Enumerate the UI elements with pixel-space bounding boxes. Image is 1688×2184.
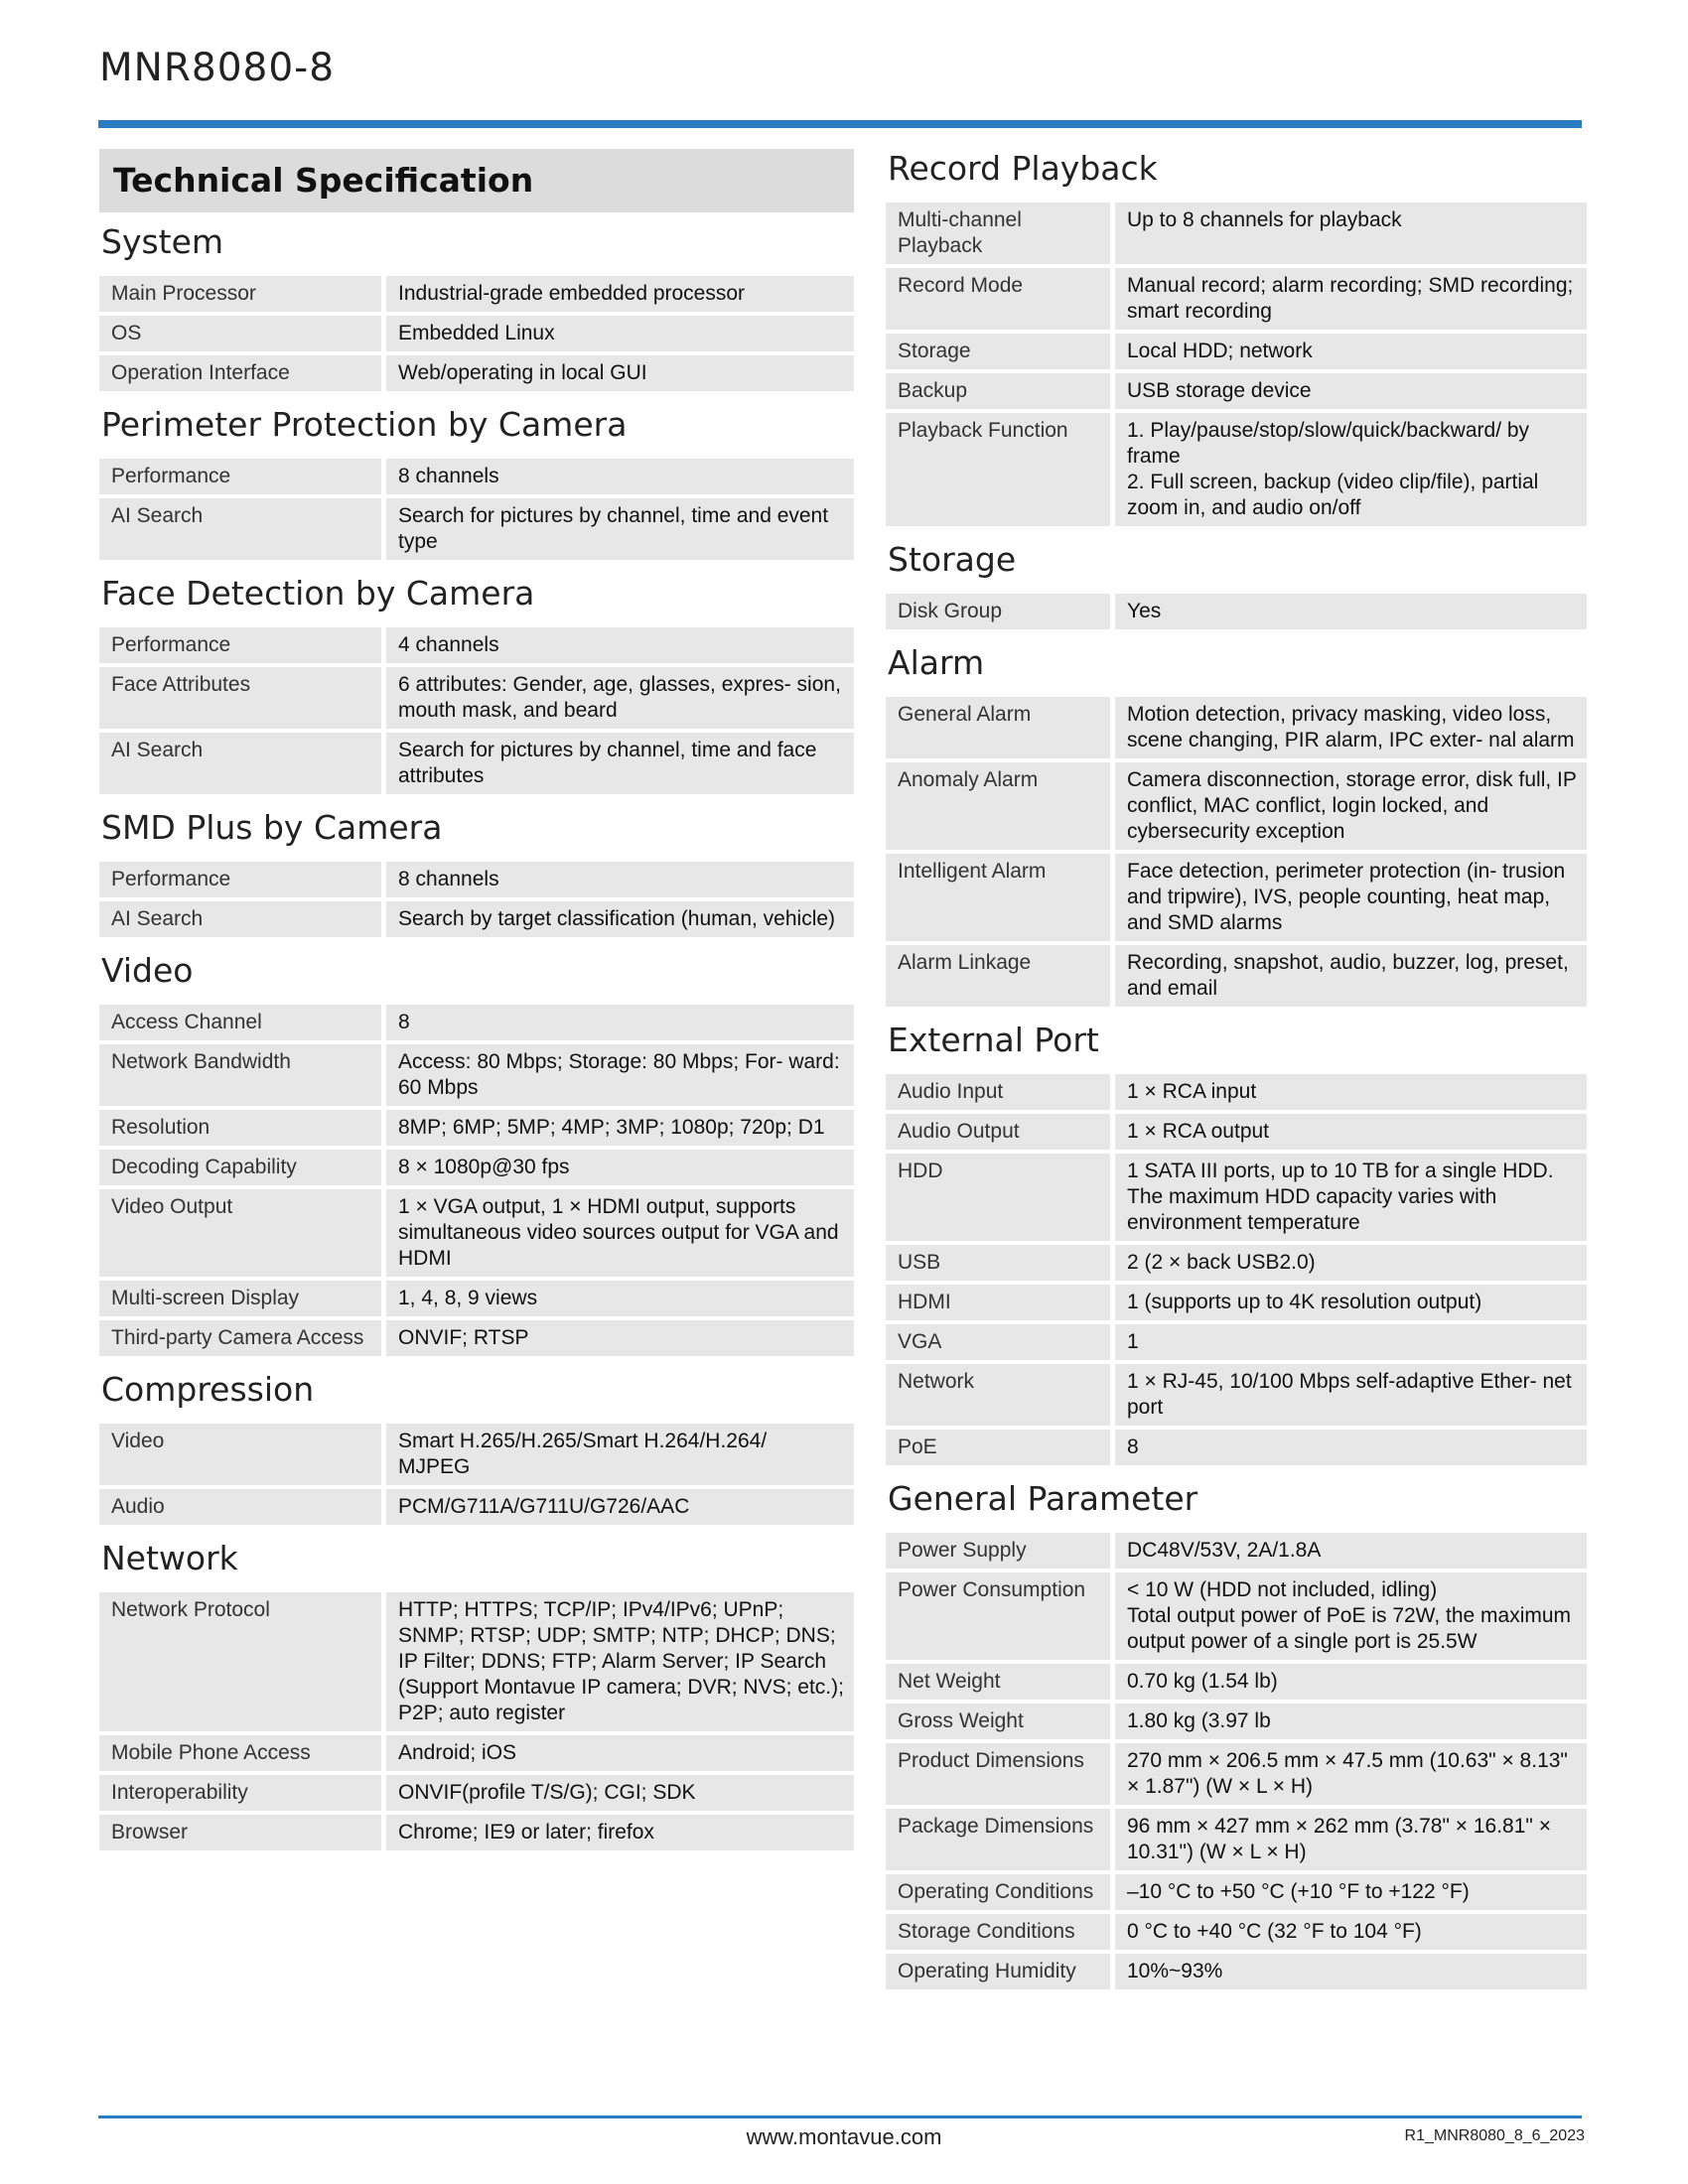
spec-table-video	[99, 1001, 854, 1360]
spec-table-external-port	[886, 1070, 1587, 1469]
spec-table-compression	[99, 1420, 854, 1529]
spec-value: 96 mm × 427 mm × 262 mm (3.78" × 16.81" × 10.31") (W × L × H)	[1115, 1809, 1587, 1870]
spec-row	[886, 1874, 1587, 1910]
spec-value: Local HDD; network	[1115, 334, 1587, 369]
spec-value: Face detection, perimeter protection (in- trusion and tripwire), IVS, people counting, heat map, and SMD alarms	[1115, 854, 1587, 941]
spec-value: 0.70 kg (1.54 lb)	[1115, 1664, 1587, 1700]
spec-label: AI Search	[99, 498, 386, 560]
spec-value: 4 channels	[386, 627, 854, 663]
spec-value: 6 attributes: Gender, age, glasses, expres- sion, mouth mask, and beard	[386, 667, 854, 729]
right-sections	[886, 149, 1587, 1993]
spec-row	[886, 1954, 1587, 1989]
spec-value: 270 mm × 206.5 mm × 47.5 mm (10.63" × 8.13" × 1.87") (W × L × H)	[1115, 1743, 1587, 1805]
spec-table-perimeter-protection-by-camera	[99, 455, 854, 564]
spec-value: 8 × 1080p@30 fps	[386, 1150, 854, 1185]
spec-label: Product Dimensions	[886, 1743, 1115, 1805]
spec-row	[99, 1775, 854, 1811]
spec-value: PCM/G711A/G711U/G726/AAC	[386, 1489, 854, 1525]
spec-label: Operating Conditions	[886, 1874, 1115, 1910]
spec-value: 1 SATA III ports, up to 10 TB for a single HDD. The maximum HDD capacity varies with environment temperature	[1115, 1154, 1587, 1241]
spec-label: Mobile Phone Access	[99, 1735, 386, 1771]
spec-row	[99, 1424, 854, 1485]
spec-row	[99, 1189, 854, 1277]
spec-label: Backup	[886, 373, 1115, 409]
spec-label: HDMI	[886, 1285, 1115, 1320]
footer-website: www.montavue.com	[746, 2124, 942, 2149]
spec-label: Performance	[99, 627, 386, 663]
spec-label: HDD	[886, 1154, 1115, 1241]
spec-table-smd-plus-by-camera	[99, 858, 854, 941]
spec-label: Video Output	[99, 1189, 386, 1277]
spec-value: Smart H.265/H.265/Smart H.264/H.264/ MJPEG	[386, 1424, 854, 1485]
spec-row	[886, 697, 1587, 758]
spec-row	[99, 1592, 854, 1731]
spec-row	[886, 1114, 1587, 1150]
spec-row	[99, 733, 854, 794]
spec-value: Recording, snapshot, audio, buzzer, log, preset, and email	[1115, 945, 1587, 1007]
spec-table-face-detection-by-camera	[99, 623, 854, 798]
spec-row	[886, 1430, 1587, 1465]
spec-row	[886, 1809, 1587, 1870]
spec-row	[99, 627, 854, 663]
spec-row	[886, 1664, 1587, 1700]
spec-row	[886, 1245, 1587, 1281]
spec-value: Manual record; alarm recording; SMD recording; smart recording	[1115, 268, 1587, 330]
footer-divider	[98, 2116, 1582, 2118]
spec-row	[886, 1533, 1587, 1569]
spec-row	[886, 594, 1587, 629]
spec-row	[99, 667, 854, 729]
spec-row	[886, 1572, 1587, 1660]
section-heading-storage: Storage	[888, 540, 1017, 579]
section-heading-external-port: External Port	[888, 1021, 1099, 1059]
spec-label: Resolution	[99, 1110, 386, 1146]
spec-table-record-playback	[886, 199, 1587, 530]
spec-value: 8	[386, 1005, 854, 1040]
spec-label: Performance	[99, 862, 386, 897]
spec-value: 8 channels	[386, 862, 854, 897]
spec-value: 1, 4, 8, 9 views	[386, 1281, 854, 1316]
spec-value: 8MP; 6MP; 5MP; 4MP; 3MP; 1080p; 720p; D1	[386, 1110, 854, 1146]
spec-label: AI Search	[99, 901, 386, 937]
spec-value: ONVIF(profile T/S/G); CGI; SDK	[386, 1775, 854, 1811]
spec-row	[886, 1743, 1587, 1805]
spec-value: 1 × RJ-45, 10/100 Mbps self-adaptive Ether- net port	[1115, 1364, 1587, 1426]
spec-label: Browser	[99, 1815, 386, 1850]
spec-label: Audio	[99, 1489, 386, 1525]
spec-label: VGA	[886, 1324, 1115, 1360]
spec-row	[886, 268, 1587, 330]
spec-value: 1	[1115, 1324, 1587, 1360]
spec-label: Gross Weight	[886, 1704, 1115, 1739]
spec-label: Power Consumption	[886, 1572, 1115, 1660]
spec-row	[99, 498, 854, 560]
spec-value: Web/operating in local GUI	[386, 355, 854, 391]
spec-row	[99, 1150, 854, 1185]
spec-label: Audio Output	[886, 1114, 1115, 1150]
spec-table-storage	[886, 590, 1587, 633]
spec-value: DC48V/53V, 2A/1.8A	[1115, 1533, 1587, 1569]
spec-label: Intelligent Alarm	[886, 854, 1115, 941]
spec-row	[99, 1110, 854, 1146]
spec-row	[886, 1704, 1587, 1739]
spec-label: Disk Group	[886, 594, 1115, 629]
spec-table-system	[99, 272, 854, 395]
spec-label: Network Bandwidth	[99, 1044, 386, 1106]
spec-label: Decoding Capability	[99, 1150, 386, 1185]
spec-label: Audio Input	[886, 1074, 1115, 1110]
spec-value: Yes	[1115, 594, 1587, 629]
section-heading-compression: Compression	[101, 1370, 315, 1409]
spec-value: ONVIF; RTSP	[386, 1320, 854, 1356]
spec-label: Operating Humidity	[886, 1954, 1115, 1989]
spec-row	[99, 901, 854, 937]
spec-value: 8	[1115, 1430, 1587, 1465]
spec-value: Embedded Linux	[386, 316, 854, 351]
spec-row	[99, 1044, 854, 1106]
spec-row	[99, 459, 854, 494]
spec-value: Search for pictures by channel, time and face attributes	[386, 733, 854, 794]
spec-row	[886, 1285, 1587, 1320]
section-heading-video: Video	[101, 951, 194, 990]
spec-label: Playback Function	[886, 413, 1115, 526]
spec-label: Storage	[886, 334, 1115, 369]
spec-label: Video	[99, 1424, 386, 1485]
spec-value: 10%~93%	[1115, 1954, 1587, 1989]
spec-table-network	[99, 1588, 854, 1854]
footer-document-code: R1_MNR8080_8_6_2023	[1404, 2127, 1585, 2144]
spec-value: 1 (supports up to 4K resolution output)	[1115, 1285, 1587, 1320]
section-heading-system: System	[101, 222, 224, 261]
spec-value: Motion detection, privacy masking, video loss, scene changing, PIR alarm, IPC exter- nal alarm	[1115, 697, 1587, 758]
spec-value: Chrome; IE9 or later; firefox	[386, 1815, 854, 1850]
section-heading-perimeter-protection-by-camera: Perimeter Protection by Camera	[101, 405, 628, 444]
spec-row	[886, 1324, 1587, 1360]
spec-row	[99, 1005, 854, 1040]
spec-row	[886, 203, 1587, 264]
spec-label: Multi-channel Playback	[886, 203, 1115, 264]
spec-value: Camera disconnection, storage error, disk full, IP conflict, MAC conflict, login locked, and cybersecurity exception	[1115, 762, 1587, 850]
spec-value: Search by target classification (human, vehicle)	[386, 901, 854, 937]
spec-row	[99, 1320, 854, 1356]
spec-label: PoE	[886, 1430, 1115, 1465]
section-heading-network: Network	[101, 1539, 238, 1577]
spec-label: Power Supply	[886, 1533, 1115, 1569]
section-heading-record-playback: Record Playback	[888, 149, 1158, 188]
spec-value: 8 channels	[386, 459, 854, 494]
spec-label: OS	[99, 316, 386, 351]
spec-row	[99, 276, 854, 312]
spec-value: Access: 80 Mbps; Storage: 80 Mbps; For- ward: 60 Mbps	[386, 1044, 854, 1106]
spec-label: Multi-screen Display	[99, 1281, 386, 1316]
spec-row	[99, 1815, 854, 1850]
spec-row	[886, 945, 1587, 1007]
spec-row	[886, 413, 1587, 526]
spec-value: < 10 W (HDD not included, idling) Total output power of PoE is 72W, the maximum output power of a single port is 25.5W	[1115, 1572, 1587, 1660]
spec-label: General Alarm	[886, 697, 1115, 758]
left-sections	[99, 222, 854, 1854]
spec-value: 0 °C to +40 °C (32 °F to 104 °F)	[1115, 1914, 1587, 1950]
spec-label: Storage Conditions	[886, 1914, 1115, 1950]
left-column	[99, 149, 854, 1854]
spec-row	[99, 1489, 854, 1525]
document-title: MNR8080-8	[99, 46, 336, 90]
spec-label: Anomaly Alarm	[886, 762, 1115, 850]
spec-row	[886, 1074, 1587, 1110]
spec-value: 1. Play/pause/stop/slow/quick/backward/ by frame 2. Full screen, backup (video clip/file), partial zoom in, and audio on/off	[1115, 413, 1587, 526]
spec-value: 1 × RCA input	[1115, 1074, 1587, 1110]
spec-row	[886, 854, 1587, 941]
spec-value: Search for pictures by channel, time and event type	[386, 498, 854, 560]
spec-value: Industrial-grade embedded processor	[386, 276, 854, 312]
spec-value: Android; iOS	[386, 1735, 854, 1771]
spec-label: Network Protocol	[99, 1592, 386, 1731]
spec-table-general-parameter	[886, 1529, 1587, 1993]
spec-row	[99, 862, 854, 897]
spec-row	[99, 1281, 854, 1316]
header-divider	[98, 120, 1582, 128]
spec-label: Record Mode	[886, 268, 1115, 330]
spec-value: –10 °C to +50 °C (+10 °F to +122 °F)	[1115, 1874, 1587, 1910]
spec-value: 2 (2 × back USB2.0)	[1115, 1245, 1587, 1281]
spec-value: Up to 8 channels for playback	[1115, 203, 1587, 264]
spec-row	[99, 316, 854, 351]
spec-value: HTTP; HTTPS; TCP/IP; IPv4/IPv6; UPnP; SNMP; RTSP; UDP; SMTP; NTP; DHCP; DNS; IP Filter; DDNS; FTP; Alarm Server; IP Search (Support Montavue IP camera; DVR; NVS; etc.); P2P; auto register	[386, 1592, 854, 1731]
spec-row	[99, 355, 854, 391]
spec-label: Access Channel	[99, 1005, 386, 1040]
spec-value: 1 × VGA output, 1 × HDMI output, supports simultaneous video sources output for VGA and HDMI	[386, 1189, 854, 1277]
spec-label: Network	[886, 1364, 1115, 1426]
spec-row	[99, 1735, 854, 1771]
spec-table-alarm	[886, 693, 1587, 1011]
spec-label: USB	[886, 1245, 1115, 1281]
spec-value: 1.80 kg (3.97 lb	[1115, 1704, 1587, 1739]
spec-row	[886, 1154, 1587, 1241]
spec-value: USB storage device	[1115, 373, 1587, 409]
section-heading-face-detection-by-camera: Face Detection by Camera	[101, 574, 535, 613]
technical-specification-banner: Technical Specification	[99, 149, 854, 212]
spec-label: Package Dimensions	[886, 1809, 1115, 1870]
spec-label: Net Weight	[886, 1664, 1115, 1700]
spec-row	[886, 762, 1587, 850]
spec-label: Operation Interface	[99, 355, 386, 391]
spec-label: Face Attributes	[99, 667, 386, 729]
spec-row	[886, 1914, 1587, 1950]
spec-label: Interoperability	[99, 1775, 386, 1811]
section-heading-alarm: Alarm	[888, 643, 985, 682]
section-heading-general-parameter: General Parameter	[888, 1479, 1198, 1518]
right-column	[886, 149, 1587, 1993]
section-heading-smd-plus-by-camera: SMD Plus by Camera	[101, 808, 443, 847]
spec-label: AI Search	[99, 733, 386, 794]
spec-row	[886, 1364, 1587, 1426]
spec-row	[886, 373, 1587, 409]
spec-row	[886, 334, 1587, 369]
spec-label: Main Processor	[99, 276, 386, 312]
spec-value: 1 × RCA output	[1115, 1114, 1587, 1150]
spec-label: Alarm Linkage	[886, 945, 1115, 1007]
spec-label: Third-party Camera Access	[99, 1320, 386, 1356]
spec-label: Performance	[99, 459, 386, 494]
